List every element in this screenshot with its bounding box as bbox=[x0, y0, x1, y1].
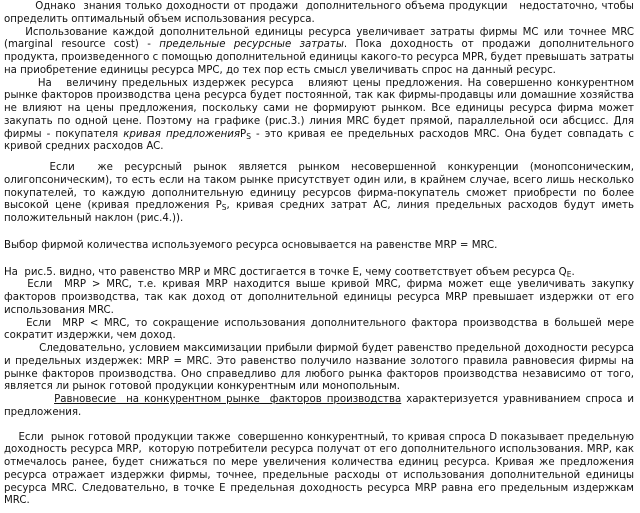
paragraph-9 bbox=[4, 343, 638, 394]
text: Если же ресурсный рынок является рынком несовершенной конкуренции (монопсоническим, олигопсоническим), то есть если на таком рынке присутствует один или, в крайнем случае, всего лишь несколько покупателей, то каждую дополнительную единицу ресурсов фирма-покупатель сможет приобрести по более высокой цене (кривая предложения P bbox=[4, 162, 638, 212]
term-competitive-factor-market-equilibrium: Равновесие на конкурентном рынке факторов производства bbox=[54, 394, 402, 405]
paragraph-6 bbox=[4, 267, 634, 280]
paragraph-1 bbox=[4, 1, 638, 27]
text: характеризуется уравниванием спроса и предложения. bbox=[4, 394, 638, 418]
paragraph-10 bbox=[4, 394, 638, 420]
text: . bbox=[571, 266, 575, 278]
text: Однако знания только доходности от продажи дополнительного объема продукции недостаточно, чтобы определить оптимальный объем использования ресурса. bbox=[4, 1, 638, 25]
text: , кривая средних затрат АС, линия предельных расходов будут иметь положительный наклон (рис.4.)). bbox=[4, 200, 638, 224]
paragraph-2 bbox=[4, 26, 638, 78]
text: - это кривая ее предельных расходов MRC. Она будет совпадать с кривой средних расходов AC. bbox=[4, 128, 638, 153]
text: На величину предельных издержек ресурса влияют цены предложения. На совершенно конкурентном рынке факторов производства цена ресурса будет постоянной, так как фирмы-продавцы или домашние хозяйства не влияют на цены предложения, поскольку сами не формируют рынком. Все единицы ресурса фирма может закупать по одной цене. Поэтому на графике (рис.3.) линия MRC будет прямой, параллельной оси абсцисс. Для фирмы - покупателя bbox=[4, 77, 638, 140]
text: Использование каждой дополнительной единицы ресурса увеличивает затраты фирмы МС или точнее MRC (marginal resource cost) - bbox=[4, 26, 638, 51]
paragraph-7 bbox=[4, 279, 638, 317]
term-marginal-resource-costs: предельные ресурсные затраты bbox=[159, 39, 344, 51]
term-supply-curve: кривая предложения bbox=[123, 128, 241, 140]
paragraph-11 bbox=[4, 431, 638, 509]
subscript: S bbox=[221, 203, 227, 213]
text: Если MRP > MRC, т.е. кривая MRP находится выше кривой MRC, фирма может еще увеличивать закупку факторов производства, так как доход от дополнительной единицы ресурса MRP превышает издержки от его использования MRC. bbox=[4, 279, 638, 316]
paragraph-8 bbox=[4, 317, 638, 344]
paragraph-4 bbox=[4, 162, 638, 226]
paragraph-5 bbox=[4, 240, 634, 253]
text: Выбор фирмой количества используемого ресурса основывается на равенстве MRP = MRC. bbox=[4, 239, 498, 251]
subscript: E bbox=[566, 269, 572, 279]
text: Следовательно, условием максимизации прибыли фирмой будет равенство предельной доходности ресурса и предельных издержек: MRP = MRC. Это равенство получило название золотого правила равновесия фирмы на рынке факторов производства. Оно справедливо для любого рынка факторов производства независимо от того, является ли рынок готовой продукции конкурентным или монопольным. bbox=[4, 343, 638, 393]
text: Если рынок готовой продукции также совершенно конкурентный, то кривая спроса D показывает предельную доходность ресурса MRP, которую потребители ресурса получат от его дополнительного использования. MRP, как отмечалось ранее, будет снижаться по мере увеличения количества единиц ресурса. Кривая же предложения ресурса отражает издержки фирмы, точнее, предельные расходы от использования дополнительной единицы ресурса MRC. Следовательно, в точке Е предельная доходность ресурса MRP равна его предельным издержкам MRC. bbox=[4, 431, 638, 507]
text: . Пока доходность от продажи дополнительного продукта, произведенного с помощью дополнительной единицы какого-то ресурса MPR, будет превышать затраты на приобретение единицы ресурса MPC, до тех пор есть смысл увеличивать спрос на данный ресурс. bbox=[4, 39, 638, 76]
paragraph-3 bbox=[4, 77, 638, 155]
symbol: P bbox=[240, 128, 247, 140]
text: Если MRP < MRC, то сокращение использования дополнительного фактора производства в большей мере сократит издержки, чем доход. bbox=[4, 317, 638, 342]
subscript: S bbox=[246, 131, 251, 141]
text: На рис.5. видно, что равенство MRP и MRC достигается в точке Е, чему соответствует объем ресурса Q bbox=[4, 266, 567, 278]
